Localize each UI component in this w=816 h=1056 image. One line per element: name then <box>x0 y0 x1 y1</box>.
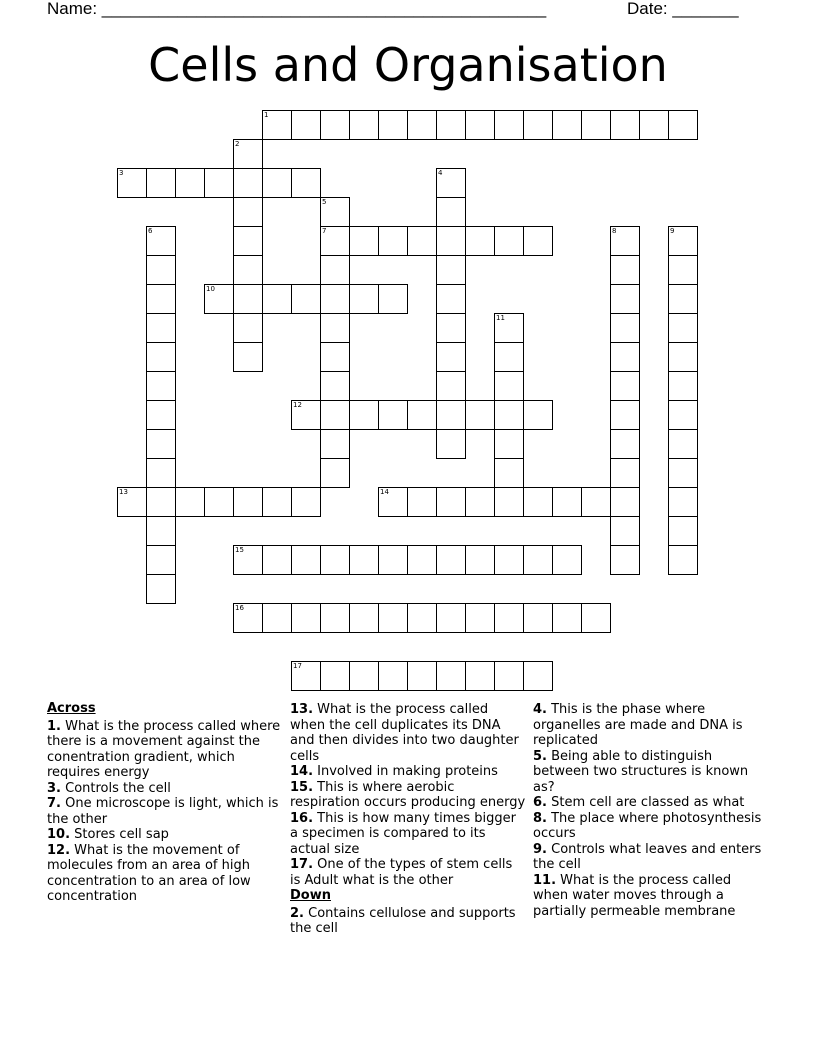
crossword-cell[interactable] <box>436 197 466 227</box>
crossword-cell[interactable] <box>610 545 640 575</box>
clue-number-label: 17 <box>293 662 302 670</box>
crossword-cell[interactable] <box>262 487 292 517</box>
crossword-cell[interactable] <box>117 168 147 198</box>
clue-text: Involved in making proteins <box>313 764 498 779</box>
crossword-cell[interactable] <box>146 226 176 256</box>
crossword-cell[interactable] <box>465 603 495 633</box>
crossword-cell[interactable] <box>494 110 524 140</box>
crossword-cell[interactable] <box>146 342 176 372</box>
crossword-cell[interactable] <box>146 371 176 401</box>
crossword-cell[interactable] <box>262 284 292 314</box>
clue-number-label: 14 <box>380 488 389 496</box>
name-field-label[interactable]: Name: _______________________________________________ <box>47 0 547 18</box>
crossword-cell[interactable] <box>552 603 582 633</box>
crossword-cell[interactable] <box>436 313 466 343</box>
crossword-cell[interactable] <box>581 487 611 517</box>
crossword-cell[interactable] <box>436 429 466 459</box>
clue-number: 3. <box>47 780 61 796</box>
clue-number-label: 9 <box>670 227 675 235</box>
clue-number-label: 3 <box>119 169 124 177</box>
crossword-cell[interactable] <box>610 255 640 285</box>
clue-number-label: 13 <box>119 488 128 496</box>
crossword-cell[interactable] <box>494 458 524 488</box>
crossword-cell[interactable] <box>146 429 176 459</box>
clue-text: This is the phase where organelles are made and DNA is replicated <box>533 702 743 748</box>
crossword-cell[interactable] <box>494 313 524 343</box>
crossword-cell[interactable] <box>465 226 495 256</box>
crossword-cell[interactable] <box>668 458 698 488</box>
crossword-cell[interactable] <box>610 284 640 314</box>
clue-text: Controls what leaves and enters the cell <box>533 841 762 872</box>
crossword-cell[interactable] <box>146 458 176 488</box>
crossword-cell[interactable] <box>668 313 698 343</box>
crossword-cell[interactable] <box>378 487 408 517</box>
crossword-cell[interactable] <box>610 313 640 343</box>
crossword-cell[interactable] <box>262 603 292 633</box>
clue-text: Stores cell sap <box>70 827 169 842</box>
clue-number-label: 7 <box>322 227 327 235</box>
clue-number-label: 10 <box>206 285 215 293</box>
clue-text: This is how many times bigger a specimen is compared to its actual size <box>290 810 517 857</box>
clue-number: 6. <box>533 795 547 810</box>
clue-number-label: 5 <box>322 198 327 206</box>
crossword-cell[interactable] <box>378 545 408 575</box>
crossword-cell[interactable] <box>523 603 553 633</box>
crossword-cell[interactable] <box>494 371 524 401</box>
crossword-cell[interactable] <box>494 545 524 575</box>
clue-across-3 <box>47 781 283 797</box>
clue-across-1 <box>47 719 283 781</box>
clue-number: 13. <box>290 702 314 717</box>
crossword-cell[interactable] <box>668 284 698 314</box>
clue-down-4 <box>533 702 769 749</box>
crossword-cell[interactable] <box>349 110 379 140</box>
clue-number: 7. <box>47 796 61 811</box>
crossword-cell[interactable] <box>175 487 205 517</box>
crossword-cell[interactable] <box>552 487 582 517</box>
crossword-cell[interactable] <box>610 110 640 140</box>
crossword-cell[interactable] <box>320 313 350 343</box>
crossword-cell[interactable] <box>378 400 408 430</box>
crossword-cell[interactable] <box>146 516 176 546</box>
crossword-cell[interactable] <box>233 603 263 633</box>
crossword-cell[interactable] <box>436 255 466 285</box>
crossword-cell[interactable] <box>407 661 437 691</box>
crossword-cell[interactable] <box>291 168 321 198</box>
crossword-cell[interactable] <box>610 226 640 256</box>
clue-number-label: 1 <box>264 111 269 119</box>
crossword-cell[interactable] <box>494 400 524 430</box>
clue-number: 15. <box>290 779 314 795</box>
clue-number-label: 8 <box>612 227 617 235</box>
crossword-cell[interactable] <box>552 545 582 575</box>
crossword-cell[interactable] <box>233 342 263 372</box>
crossword-cell[interactable] <box>436 168 466 198</box>
crossword-cell[interactable] <box>436 284 466 314</box>
crossword-cell[interactable] <box>320 110 350 140</box>
clue-across-17 <box>290 857 526 888</box>
crossword-cell[interactable] <box>436 487 466 517</box>
crossword-cell[interactable] <box>523 661 553 691</box>
crossword-cell[interactable] <box>146 168 176 198</box>
crossword-cell[interactable] <box>349 284 379 314</box>
clue-down-8 <box>533 811 769 842</box>
crossword-cell[interactable] <box>233 487 263 517</box>
crossword-cell[interactable] <box>291 487 321 517</box>
crossword-cell[interactable] <box>668 487 698 517</box>
clue-text: What is the movement of molecules from an area of high concentration to an area of low concentration <box>47 842 251 904</box>
across-heading: Across <box>47 701 96 716</box>
clue-column-2 <box>290 702 526 937</box>
crossword-cell[interactable] <box>581 110 611 140</box>
clue-number-label: 12 <box>293 401 302 409</box>
crossword-cell[interactable] <box>523 110 553 140</box>
crossword-cell[interactable] <box>204 168 234 198</box>
crossword-cell[interactable] <box>291 284 321 314</box>
clue-text: Controls the cell <box>60 780 171 796</box>
crossword-cell[interactable] <box>320 545 350 575</box>
crossword-cell[interactable] <box>523 487 553 517</box>
crossword-cell[interactable] <box>436 226 466 256</box>
crossword-cell[interactable] <box>291 545 321 575</box>
crossword-cell[interactable] <box>436 545 466 575</box>
crossword-cell[interactable] <box>320 458 350 488</box>
clue-number-label: 2 <box>235 140 240 148</box>
crossword-cell[interactable] <box>639 110 669 140</box>
crossword-cell[interactable] <box>320 371 350 401</box>
crossword-cell[interactable] <box>465 487 495 517</box>
crossword-cell[interactable] <box>668 371 698 401</box>
crossword-cell[interactable] <box>581 603 611 633</box>
clue-text: One microscope is light, which is the other <box>47 796 279 827</box>
clue-text: Contains cellulose and supports the cell <box>290 905 516 936</box>
crossword-cell[interactable] <box>378 603 408 633</box>
crossword-cell[interactable] <box>146 255 176 285</box>
crossword-cell[interactable] <box>407 545 437 575</box>
clue-column-1 <box>47 701 283 905</box>
crossword-cell[interactable] <box>349 545 379 575</box>
clue-text: The place where photosynthesis occurs <box>533 810 762 841</box>
crossword-cell[interactable] <box>233 226 263 256</box>
clue-number-label: 15 <box>235 546 244 554</box>
crossword-cell[interactable] <box>610 516 640 546</box>
clue-text: One of the types of stem cells is Adult what is the other <box>290 857 513 888</box>
clue-across-14 <box>290 764 526 780</box>
crossword-cell[interactable] <box>291 110 321 140</box>
crossword-cell[interactable] <box>610 371 640 401</box>
crossword-cell[interactable] <box>465 545 495 575</box>
crossword-cell[interactable] <box>465 661 495 691</box>
clue-number: 4. <box>533 702 547 717</box>
clue-text: What is the process called when the cell duplicates its DNA and then divides into two daughter cells <box>290 702 519 764</box>
date-field-label[interactable]: Date: _______ <box>627 0 739 18</box>
clue-number-label: 16 <box>235 604 244 612</box>
crossword-cell[interactable] <box>465 400 495 430</box>
clue-number: 2. <box>290 905 304 921</box>
crossword-cell[interactable] <box>407 487 437 517</box>
crossword-cell[interactable] <box>320 284 350 314</box>
crossword-cell[interactable] <box>117 487 147 517</box>
clue-number-label: 11 <box>496 314 505 322</box>
crossword-cell[interactable] <box>349 661 379 691</box>
page-title: Cells and Organisation <box>148 38 668 92</box>
clue-number: 16. <box>290 810 314 826</box>
crossword-cell[interactable] <box>291 661 321 691</box>
clue-text: What is the process called when water moves through a partially permeable membrane <box>533 872 736 919</box>
crossword-cell[interactable] <box>204 487 234 517</box>
crossword-cell[interactable] <box>291 400 321 430</box>
crossword-cell[interactable] <box>378 284 408 314</box>
crossword-cell[interactable] <box>233 139 263 169</box>
clue-column-3 <box>533 702 769 919</box>
clue-across-10 <box>47 827 283 843</box>
clue-across-12 <box>47 843 283 905</box>
down-heading: Down <box>290 888 331 903</box>
crossword-cell[interactable] <box>146 487 176 517</box>
clue-down-5 <box>533 749 769 796</box>
crossword-cell[interactable] <box>668 429 698 459</box>
crossword-cell[interactable] <box>320 603 350 633</box>
clue-down-11 <box>533 873 769 920</box>
crossword-cell[interactable] <box>320 255 350 285</box>
clue-down-2 <box>290 906 526 937</box>
crossword-cell[interactable] <box>233 313 263 343</box>
crossword-cell[interactable] <box>146 313 176 343</box>
crossword-cell[interactable] <box>146 400 176 430</box>
crossword-cell[interactable] <box>668 342 698 372</box>
crossword-cell[interactable] <box>552 110 582 140</box>
clue-across-15 <box>290 780 526 811</box>
clue-text: Stem cell are classed as what <box>546 795 745 810</box>
crossword-cell[interactable] <box>204 284 234 314</box>
crossword-cell[interactable] <box>349 400 379 430</box>
clue-text: What is the process called where there is a movement against the conentration gradient, which requires energy <box>47 718 281 780</box>
crossword-cell[interactable] <box>320 197 350 227</box>
crossword-cell[interactable] <box>523 400 553 430</box>
crossword-cell[interactable] <box>378 661 408 691</box>
crossword-cell[interactable] <box>436 371 466 401</box>
clue-text: This is where aerobic respiration occurs producing energy <box>290 779 526 810</box>
crossword-cell[interactable] <box>668 255 698 285</box>
crossword-cell[interactable] <box>233 168 263 198</box>
crossword-cell[interactable] <box>436 400 466 430</box>
clue-across-7 <box>47 796 283 827</box>
crossword-cell[interactable] <box>610 458 640 488</box>
crossword-cell[interactable] <box>378 110 408 140</box>
crossword-cell[interactable] <box>407 603 437 633</box>
crossword-cell[interactable] <box>523 545 553 575</box>
crossword-cell[interactable] <box>494 226 524 256</box>
crossword-cell[interactable] <box>146 574 176 604</box>
clue-number: 17. <box>290 857 314 872</box>
crossword-cell[interactable] <box>320 429 350 459</box>
crossword-cell[interactable] <box>175 168 205 198</box>
clue-number-label: 4 <box>438 169 443 177</box>
clue-down-6 <box>533 795 769 811</box>
crossword-cell[interactable] <box>291 603 321 633</box>
crossword-cell[interactable] <box>320 661 350 691</box>
crossword-cell[interactable] <box>610 400 640 430</box>
clue-text: Being able to distinguish between two structures is known as? <box>533 748 749 795</box>
crossword-cell[interactable] <box>349 226 379 256</box>
clue-number: 8. <box>533 810 547 826</box>
crossword-cell[interactable] <box>262 168 292 198</box>
crossword-cell[interactable] <box>494 342 524 372</box>
crossword-cell[interactable] <box>668 400 698 430</box>
clue-across-16 <box>290 811 526 858</box>
crossword-cell[interactable] <box>436 661 466 691</box>
crossword-cell[interactable] <box>320 400 350 430</box>
clue-number: 12. <box>47 842 71 858</box>
crossword-cell[interactable] <box>610 487 640 517</box>
clue-across-13 <box>290 702 526 764</box>
crossword-cell[interactable] <box>668 226 698 256</box>
clue-number: 1. <box>47 718 61 734</box>
crossword-cell[interactable] <box>610 429 640 459</box>
crossword-cell[interactable] <box>668 545 698 575</box>
crossword-cell[interactable] <box>320 226 350 256</box>
crossword-cell[interactable] <box>436 603 466 633</box>
crossword-cell[interactable] <box>494 603 524 633</box>
clue-number: 10. <box>47 827 71 842</box>
clue-number: 11. <box>533 872 557 888</box>
crossword-cell[interactable] <box>407 110 437 140</box>
crossword-cell[interactable] <box>407 226 437 256</box>
crossword-cell[interactable] <box>494 429 524 459</box>
crossword-cell[interactable] <box>233 197 263 227</box>
clue-number-label: 6 <box>148 227 153 235</box>
crossword-cell[interactable] <box>407 400 437 430</box>
crossword-cell[interactable] <box>668 516 698 546</box>
clue-number: 9. <box>533 841 547 857</box>
crossword-cell[interactable] <box>436 110 466 140</box>
crossword-cell[interactable] <box>320 342 350 372</box>
crossword-cell[interactable] <box>146 284 176 314</box>
crossword-cell[interactable] <box>262 545 292 575</box>
crossword-cell[interactable] <box>262 110 292 140</box>
crossword-cell[interactable] <box>436 342 466 372</box>
crossword-cell[interactable] <box>465 110 495 140</box>
crossword-cell[interactable] <box>494 661 524 691</box>
crossword-cell[interactable] <box>610 342 640 372</box>
clue-number: 14. <box>290 764 314 779</box>
crossword-cell[interactable] <box>233 255 263 285</box>
crossword-cell[interactable] <box>349 603 379 633</box>
crossword-cell[interactable] <box>233 545 263 575</box>
crossword-cell[interactable] <box>668 110 698 140</box>
crossword-cell[interactable] <box>523 226 553 256</box>
crossword-cell[interactable] <box>378 226 408 256</box>
clue-number: 5. <box>533 748 547 764</box>
clue-down-9 <box>533 842 769 873</box>
crossword-cell[interactable] <box>494 487 524 517</box>
crossword-cell[interactable] <box>233 284 263 314</box>
crossword-cell[interactable] <box>146 545 176 575</box>
